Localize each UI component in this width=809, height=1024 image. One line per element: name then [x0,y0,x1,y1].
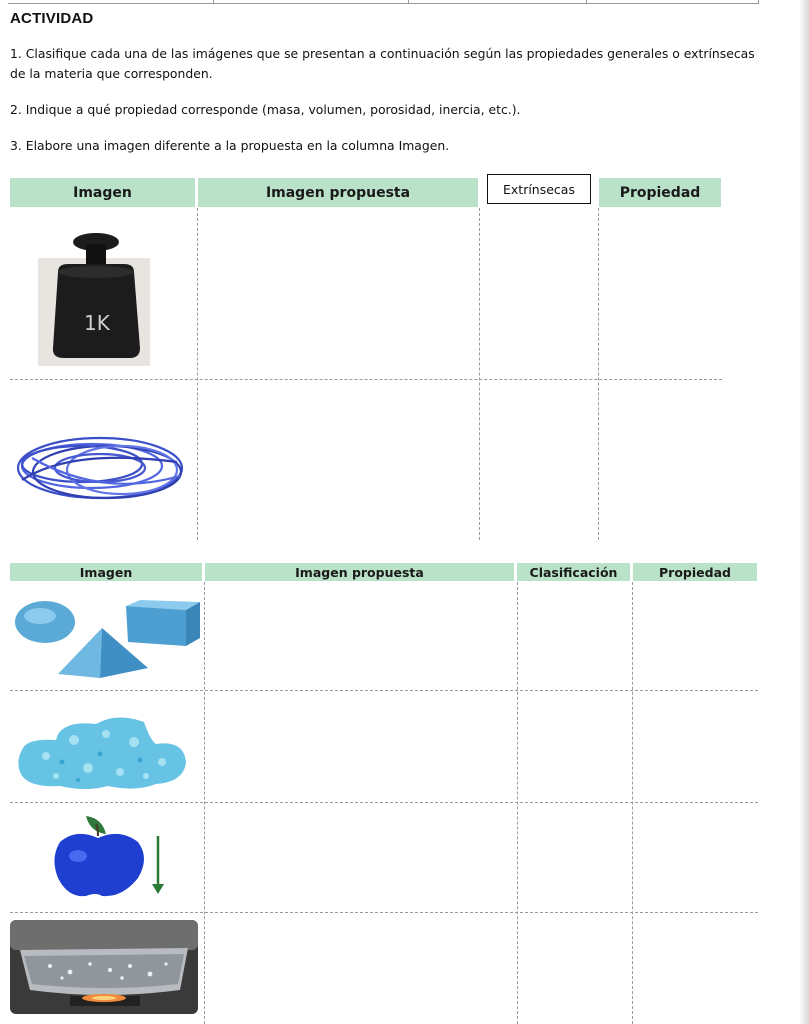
table1-row-divider [10,379,722,380]
page-title: ACTIVIDAD [10,10,94,27]
table2-col-divider [517,582,518,1024]
table1-header-extrinsecas: Extrínsecas [487,174,591,204]
instruction-1: 1. Clasifique cada una de las imágenes que se presentan a continuación según las propiedades generales o extrínsecas de la materia que corresponden. [10,46,755,81]
table2-header-imagen: Imagen [10,563,202,581]
table1-col-divider [479,208,480,540]
falling-apple-image [50,812,170,898]
table2-col-divider [204,582,205,1024]
table1-col-divider [598,208,599,540]
table1-header-propiedad: Propiedad [599,178,721,207]
table2-row-divider [10,802,758,803]
table2-header-clasificacion: Clasificación [517,563,630,581]
table2-row-divider [10,690,758,691]
rubber-bands-image [12,428,187,508]
sponge-image [16,710,188,794]
table1-header-imagen: Imagen [10,178,195,207]
top-border-line [8,0,759,4]
weight-1kg-image [38,230,150,368]
table2-header-imagen-propuesta: Imagen propuesta [205,563,514,581]
table1-header-imagen-propuesta: Imagen propuesta [198,178,478,207]
instruction-3: 3. Elabore una imagen diferente a la propuesta en la columna Imagen. [10,138,450,153]
geometric-solids-image [14,598,202,682]
page-edge-shadow [800,0,809,1024]
table2-row-divider [10,912,758,913]
weight-label: 1K [84,311,110,335]
table2-col-divider [632,582,633,1024]
table1-col-divider [197,208,198,540]
boiling-water-image [10,920,198,1014]
instruction-2: 2. Indique a qué propiedad corresponde (masa, volumen, porosidad, inercia, etc.). [10,102,521,117]
table2-header-propiedad: Propiedad [633,563,757,581]
